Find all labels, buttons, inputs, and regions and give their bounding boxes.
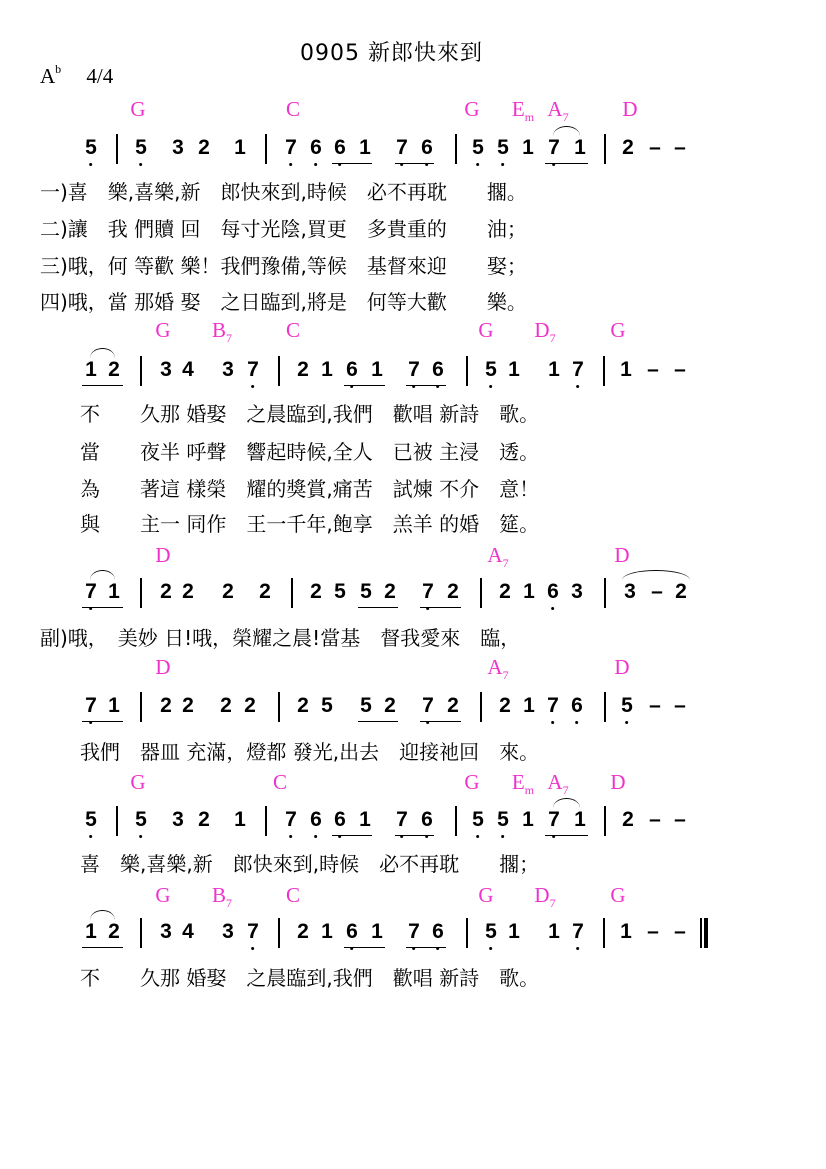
sustain-dash: – bbox=[674, 694, 686, 717]
bar-line bbox=[116, 806, 118, 836]
bar-line bbox=[278, 918, 280, 948]
chord-symbol bbox=[212, 883, 232, 911]
eighth-beam bbox=[420, 721, 461, 722]
note: 5 bbox=[497, 136, 509, 159]
chord-symbol bbox=[130, 770, 145, 795]
chord-quality: 7 bbox=[226, 896, 233, 911]
note: 5 bbox=[485, 358, 497, 381]
chord-symbol bbox=[487, 655, 508, 683]
chord-quality: 7 bbox=[549, 896, 556, 911]
chord-root: G bbox=[464, 97, 480, 121]
note: 3 bbox=[571, 580, 583, 603]
note: 7 bbox=[422, 580, 434, 603]
bar-line bbox=[604, 692, 606, 722]
chord-symbol bbox=[155, 655, 170, 680]
slur-arc bbox=[553, 126, 580, 137]
sustain-dash: – bbox=[674, 808, 686, 831]
chord-symbol bbox=[547, 770, 568, 798]
sustain-dash: – bbox=[649, 808, 661, 831]
note: 6 bbox=[310, 808, 322, 831]
bar-line bbox=[604, 134, 606, 164]
note: 7 bbox=[396, 136, 408, 159]
bar-line bbox=[291, 578, 293, 608]
slur-arc bbox=[90, 910, 115, 921]
chord-quality: 7 bbox=[562, 783, 569, 798]
bar-line bbox=[265, 134, 267, 164]
note: 1 bbox=[371, 920, 383, 943]
note: 1 bbox=[371, 358, 383, 381]
note: 2 bbox=[220, 694, 232, 717]
note: 2 bbox=[244, 694, 256, 717]
chord-root: D bbox=[622, 97, 638, 121]
note: 1 bbox=[234, 808, 246, 831]
bar-line bbox=[140, 356, 142, 386]
sustain-dash: – bbox=[674, 358, 686, 381]
chord-root: G bbox=[155, 883, 171, 907]
note: 5 bbox=[472, 808, 484, 831]
note: 7 bbox=[85, 580, 97, 603]
note: 1 bbox=[508, 358, 520, 381]
note: 2 bbox=[297, 920, 309, 943]
lyric-line-1: 不 久那 婚娶 之晨臨到,我們 歡唱 新詩 歌。 bbox=[80, 402, 540, 426]
note: 3 bbox=[160, 920, 172, 943]
note: 7 bbox=[572, 358, 584, 381]
key-signature bbox=[40, 64, 113, 89]
sustain-dash: – bbox=[651, 580, 663, 603]
note: 1 bbox=[620, 920, 632, 943]
note: 5 bbox=[472, 136, 484, 159]
chord-quality: 7 bbox=[226, 331, 233, 346]
note: 2 bbox=[499, 580, 511, 603]
bar-line bbox=[466, 356, 468, 386]
note: 2 bbox=[297, 358, 309, 381]
slur-arc bbox=[90, 570, 115, 581]
time-signature: 4/4 bbox=[86, 64, 114, 88]
note: 2 bbox=[198, 136, 210, 159]
chord-root: B bbox=[211, 318, 227, 342]
chord-root: D bbox=[614, 655, 630, 679]
eighth-beam bbox=[358, 721, 398, 722]
chord-symbol bbox=[212, 318, 232, 346]
eighth-beam bbox=[82, 947, 123, 948]
chord-root: G bbox=[478, 318, 494, 342]
key-accidental: b bbox=[55, 62, 62, 76]
note: 7 bbox=[247, 358, 259, 381]
chord-symbol bbox=[464, 97, 479, 122]
note: 7 bbox=[422, 694, 434, 717]
lyric-line-1: 不 久那 婚娶 之晨臨到,我們 歡唱 新詩 歌。 bbox=[80, 966, 540, 990]
note: 7 bbox=[547, 694, 559, 717]
note: 1 bbox=[85, 358, 97, 381]
eighth-beam bbox=[545, 163, 588, 164]
bar-line bbox=[603, 356, 605, 386]
note: 6 bbox=[571, 694, 583, 717]
note: 1 bbox=[508, 920, 520, 943]
sustain-dash: – bbox=[674, 920, 686, 943]
note: 5 bbox=[135, 808, 147, 831]
note: 7 bbox=[396, 808, 408, 831]
chord-quality: 7 bbox=[562, 110, 569, 125]
sustain-dash: – bbox=[649, 694, 661, 717]
bar-line bbox=[140, 692, 142, 722]
note: 2 bbox=[384, 694, 396, 717]
note: 5 bbox=[334, 580, 346, 603]
chord-symbol bbox=[610, 770, 625, 795]
note: 1 bbox=[108, 694, 120, 717]
eighth-beam bbox=[358, 607, 398, 608]
chord-root: G bbox=[478, 883, 494, 907]
chord-quality: 7 bbox=[502, 556, 509, 571]
note: 2 bbox=[297, 694, 309, 717]
note: 5 bbox=[485, 920, 497, 943]
chord-symbol bbox=[286, 883, 300, 908]
note: 2 bbox=[499, 694, 511, 717]
note: 1 bbox=[620, 358, 632, 381]
song-title: 0905 新郎快來到 bbox=[300, 41, 483, 66]
note: 6 bbox=[421, 136, 433, 159]
note: 1 bbox=[523, 580, 535, 603]
chord-symbol bbox=[512, 770, 534, 798]
chord-symbol bbox=[487, 543, 508, 571]
note: 2 bbox=[259, 580, 271, 603]
note: 5 bbox=[85, 136, 97, 159]
note: 7 bbox=[247, 920, 259, 943]
sustain-dash: – bbox=[647, 920, 659, 943]
note: 2 bbox=[182, 580, 194, 603]
eighth-beam bbox=[406, 947, 446, 948]
bar-line bbox=[140, 918, 142, 948]
bar-line bbox=[604, 806, 606, 836]
eighth-beam bbox=[82, 721, 123, 722]
note: 5 bbox=[85, 808, 97, 831]
chord-symbol bbox=[155, 543, 170, 568]
chord-symbol bbox=[478, 318, 493, 343]
chord-root: G bbox=[130, 770, 146, 794]
key-letter: A bbox=[40, 64, 56, 88]
note: 1 bbox=[321, 920, 333, 943]
eighth-beam bbox=[420, 607, 461, 608]
chord-symbol bbox=[534, 318, 555, 346]
chord-symbol bbox=[610, 318, 625, 343]
chord-symbol bbox=[610, 883, 625, 908]
note: 6 bbox=[421, 808, 433, 831]
note: 2 bbox=[108, 920, 120, 943]
lyric-line-2: 當 夜半 呼聲 響起時候,全人 已被 主浸 透。 bbox=[80, 440, 540, 464]
note: 2 bbox=[182, 694, 194, 717]
note: 5 bbox=[321, 694, 333, 717]
note: 2 bbox=[384, 580, 396, 603]
note: 2 bbox=[622, 136, 634, 159]
eighth-beam bbox=[332, 163, 372, 164]
note: 1 bbox=[522, 136, 534, 159]
lyric-line-3: 三)哦，何 等歡 樂！我們豫備,等候 基督來迎 娶； bbox=[40, 254, 527, 278]
chord-root: D bbox=[155, 655, 171, 679]
bar-line bbox=[603, 918, 605, 948]
chord-symbol bbox=[622, 97, 637, 122]
chord-symbol bbox=[534, 883, 555, 911]
chord-root: D bbox=[534, 318, 550, 342]
chord-symbol bbox=[547, 97, 568, 125]
chord-root: C bbox=[285, 318, 301, 342]
eighth-beam bbox=[545, 835, 588, 836]
note: 1 bbox=[548, 358, 560, 381]
chord-quality: m bbox=[524, 110, 535, 125]
chord-root: C bbox=[285, 97, 301, 121]
note: 3 bbox=[172, 808, 184, 831]
bar-line bbox=[455, 806, 457, 836]
note: 7 bbox=[85, 694, 97, 717]
note: 6 bbox=[346, 358, 358, 381]
note: 2 bbox=[622, 808, 634, 831]
note: 6 bbox=[346, 920, 358, 943]
note: 6 bbox=[310, 136, 322, 159]
note: 6 bbox=[432, 920, 444, 943]
chord-root: G bbox=[610, 318, 626, 342]
note: 7 bbox=[548, 136, 560, 159]
eighth-beam bbox=[82, 385, 123, 386]
note: 2 bbox=[222, 580, 234, 603]
bar-line bbox=[140, 578, 142, 608]
note: 2 bbox=[447, 694, 459, 717]
note: 5 bbox=[135, 136, 147, 159]
chord-root: A bbox=[547, 770, 563, 794]
note: 5 bbox=[497, 808, 509, 831]
note: 5 bbox=[360, 694, 372, 717]
slur-arc bbox=[90, 348, 115, 359]
chord-root: E bbox=[511, 97, 525, 121]
bar-line bbox=[604, 578, 606, 608]
note: 1 bbox=[234, 136, 246, 159]
chord-symbol bbox=[512, 97, 534, 125]
note: 1 bbox=[574, 808, 586, 831]
chord-symbol bbox=[273, 770, 287, 795]
note: 2 bbox=[310, 580, 322, 603]
note: 2 bbox=[198, 808, 210, 831]
chord-root: C bbox=[272, 770, 288, 794]
chord-symbol bbox=[286, 97, 300, 122]
note: 5 bbox=[360, 580, 372, 603]
bar-line bbox=[480, 578, 482, 608]
eighth-beam bbox=[344, 947, 385, 948]
chord-root: G bbox=[464, 770, 480, 794]
chord-root: G bbox=[155, 318, 171, 342]
chord-symbol bbox=[155, 318, 170, 343]
eighth-beam bbox=[344, 385, 385, 386]
sustain-dash: – bbox=[674, 136, 686, 159]
chord-symbol bbox=[130, 97, 145, 122]
sustain-dash: – bbox=[649, 136, 661, 159]
note: 1 bbox=[321, 358, 333, 381]
note: 1 bbox=[548, 920, 560, 943]
chord-quality: 7 bbox=[502, 668, 509, 683]
lyric-line-1: 我們 器皿 充滿，燈都 發光,出去 迎接祂回 來。 bbox=[80, 740, 540, 764]
note: 1 bbox=[108, 580, 120, 603]
chord-symbol bbox=[478, 883, 493, 908]
lyric-line-4: 四)哦，當 那婚 娶 之日臨到,將是 何等大歡 樂。 bbox=[40, 290, 527, 314]
bar-line bbox=[455, 134, 457, 164]
note: 7 bbox=[408, 358, 420, 381]
chord-root: D bbox=[610, 770, 626, 794]
bar-line bbox=[278, 356, 280, 386]
bar-line bbox=[466, 918, 468, 948]
bar-line bbox=[480, 692, 482, 722]
note: 6 bbox=[334, 808, 346, 831]
note: 6 bbox=[547, 580, 559, 603]
eighth-beam bbox=[82, 607, 123, 608]
note: 3 bbox=[160, 358, 172, 381]
lyric-line-2: 二)讓 我 們贖 回 每寸光陰,買更 多貴重的 油； bbox=[40, 217, 527, 241]
lyric-line-1: 一)喜 樂,喜樂,新 郎快來到,時候 必不再耽 擱。 bbox=[40, 180, 527, 204]
note: 1 bbox=[522, 808, 534, 831]
bar-line bbox=[116, 134, 118, 164]
note: 1 bbox=[85, 920, 97, 943]
note: 1 bbox=[359, 136, 371, 159]
chord-root: D bbox=[155, 543, 171, 567]
sustain-dash: – bbox=[647, 358, 659, 381]
chord-root: G bbox=[130, 97, 146, 121]
note: 7 bbox=[285, 808, 297, 831]
note: 2 bbox=[160, 694, 172, 717]
tie-arc bbox=[622, 570, 690, 581]
chord-root: D bbox=[614, 543, 630, 567]
note: 2 bbox=[108, 358, 120, 381]
eighth-beam bbox=[332, 835, 372, 836]
eighth-beam bbox=[395, 163, 434, 164]
chord-root: A bbox=[487, 655, 503, 679]
eighth-beam bbox=[395, 835, 434, 836]
note: 2 bbox=[675, 580, 687, 603]
note: 3 bbox=[624, 580, 636, 603]
chord-root: B bbox=[211, 883, 227, 907]
note: 1 bbox=[523, 694, 535, 717]
note: 2 bbox=[447, 580, 459, 603]
bar-line bbox=[278, 692, 280, 722]
chord-symbol bbox=[155, 883, 170, 908]
note: 4 bbox=[182, 920, 194, 943]
note: 7 bbox=[285, 136, 297, 159]
chord-symbol bbox=[464, 770, 479, 795]
note: 7 bbox=[548, 808, 560, 831]
chord-root: A bbox=[487, 543, 503, 567]
chord-symbol bbox=[614, 655, 629, 680]
note: 7 bbox=[572, 920, 584, 943]
note: 1 bbox=[574, 136, 586, 159]
note: 7 bbox=[408, 920, 420, 943]
note: 6 bbox=[432, 358, 444, 381]
chord-root: G bbox=[610, 883, 626, 907]
note: 2 bbox=[160, 580, 172, 603]
note: 3 bbox=[222, 358, 234, 381]
slur-arc bbox=[553, 798, 580, 809]
bar-line bbox=[265, 806, 267, 836]
lyric-line-3: 為 著這 樣榮 耀的獎賞,痛苦 試煉 不介 意！ bbox=[80, 477, 540, 501]
note: 3 bbox=[172, 136, 184, 159]
chord-quality: 7 bbox=[549, 331, 556, 346]
chord-quality: m bbox=[524, 783, 535, 798]
lyric-line-1: 喜 樂,喜樂,新 郎快來到,時候 必不再耽 擱； bbox=[80, 852, 540, 876]
chord-root: E bbox=[511, 770, 525, 794]
chord-root: A bbox=[547, 97, 563, 121]
note: 6 bbox=[334, 136, 346, 159]
chord-symbol bbox=[614, 543, 629, 568]
lyric-line-4: 與 主一 同作 王一千年,飽享 羔羊 的婚 筵。 bbox=[80, 512, 540, 536]
note: 5 bbox=[621, 694, 633, 717]
chord-root: D bbox=[534, 883, 550, 907]
note: 3 bbox=[222, 920, 234, 943]
note: 4 bbox=[182, 358, 194, 381]
eighth-beam bbox=[406, 385, 446, 386]
chord-symbol bbox=[286, 318, 300, 343]
note: 1 bbox=[359, 808, 371, 831]
chord-root: C bbox=[285, 883, 301, 907]
lyric-line-1: 副)哦， 美妙 日!哦，榮耀之晨!當基 督我愛來 臨， bbox=[40, 626, 521, 650]
